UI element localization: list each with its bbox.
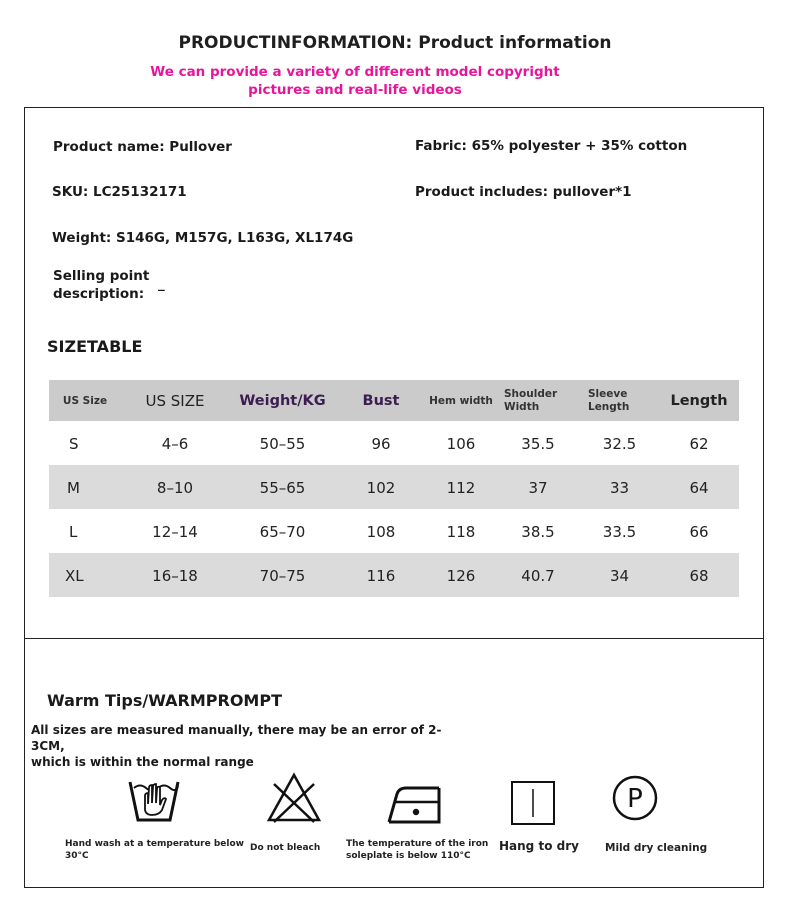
no-bleach-label: Do not bleach xyxy=(250,843,321,853)
selling-point-label: Selling point description: xyxy=(53,268,150,302)
product-name: Product name: Pullover xyxy=(53,139,232,155)
header-us-size-range: US SIZE xyxy=(145,391,205,410)
hand-wash-label: Hand wash at a temperature below 30°C xyxy=(65,839,244,861)
hang-dry-label: Hang to dry xyxy=(499,839,579,853)
header-hem-width: Hem width xyxy=(429,394,493,407)
hang-dry-icon xyxy=(510,780,556,826)
hand-wash-icon xyxy=(128,774,180,824)
subtitle-line-2: pictures and real-life videos xyxy=(248,82,462,98)
dry-clean-icon xyxy=(611,774,659,822)
header-shoulder-width: Shoulder Width xyxy=(504,387,558,413)
warm-tips-title: Warm Tips/WARMPROMPT xyxy=(47,691,282,710)
table-header-row xyxy=(49,380,739,421)
svg-text:P: P xyxy=(627,784,643,814)
header-length: Length xyxy=(670,392,728,409)
header-sleeve-length: Sleeve Length xyxy=(588,387,630,413)
header-us-size: US Size xyxy=(62,394,108,407)
table-row: M 8–10 55–65 102 112 37 33 64 xyxy=(49,465,739,509)
fabric: Fabric: 65% polyester + 35% cotton xyxy=(415,138,688,154)
subtitle-line-1: We can provide a variety of different model copyright xyxy=(150,64,560,80)
size-table xyxy=(49,380,739,597)
table-row: S 4–6 50–55 96 106 35.5 32.5 62 xyxy=(69,434,709,453)
size-table-title: SIZETABLE xyxy=(47,337,143,356)
iron-label: The temperature of the iron soleplate is below 110°C xyxy=(346,839,489,861)
table-row: L 12–14 65–70 108 118 38.5 33.5 66 xyxy=(69,522,709,541)
dry-clean-label: Mild dry cleaning xyxy=(605,842,708,854)
weight: Weight: S146G, M157G, L163G, XL174G xyxy=(52,230,354,246)
header-bust: Bust xyxy=(362,392,400,409)
page-title: PRODUCTINFORMATION: Product information xyxy=(178,33,612,53)
product-includes: Product includes: pullover*1 xyxy=(415,184,632,200)
table-row: XL 16–18 70–75 116 126 40.7 34 68 xyxy=(49,553,739,597)
sku: SKU: LC25132171 xyxy=(52,184,187,200)
iron-icon xyxy=(386,780,442,826)
header-weight: Weight/KG xyxy=(239,392,326,409)
selling-point-value: _ xyxy=(158,276,165,292)
measurement-note: All sizes are measured manually, there may be an error of 2-3CM, which is within the normal range xyxy=(31,723,442,769)
no-bleach-icon xyxy=(266,772,322,824)
